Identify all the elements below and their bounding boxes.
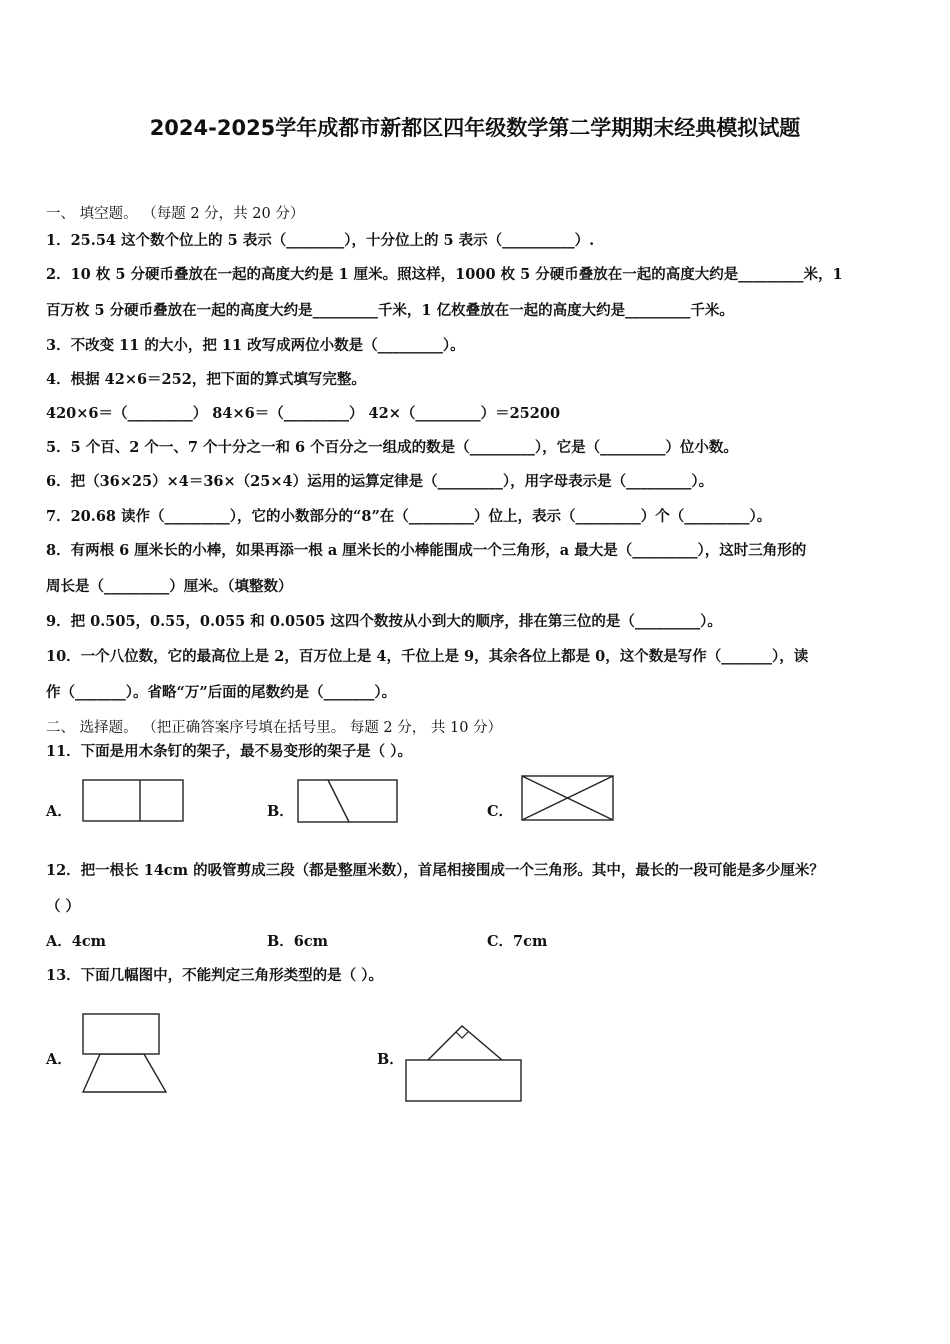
q12-option-b: B．6cm xyxy=(267,933,329,950)
section2-heading: 二、 选择题。 （把正确答案序号填在括号里。 每题 2 分， 共 10 分） xyxy=(46,720,503,736)
q12-option-c: C．7cm xyxy=(487,933,548,950)
page-title: 2024-2025学年成都市新都区四年级数学第二学期期末经典模拟试题 xyxy=(149,116,801,140)
question-8-line1: 8．有两根 6 厘米长的小棒，如果再添一根 a 厘米长的小棒能围成一个三角形，a 最大是（_________），这时三角形的 xyxy=(46,542,807,559)
question-3: 3．不改变 11 的大小，把 11 改写成两位小数是（_________）。 xyxy=(46,337,465,354)
q13-figure-a-covered-triangle xyxy=(80,1012,170,1094)
question-2-line1: 2．10 枚 5 分硬币叠放在一起的高度大约是 1 厘米。照这样，1000 枚 5 分硬币叠放在一起的高度大约是_________米，1 xyxy=(46,266,843,283)
q11-frame-a-figure xyxy=(82,779,184,823)
question-11: 11．下面是用木条钉的架子，最不易变形的架子是（ ）。 xyxy=(46,743,412,760)
question-12-line1: 12．把一根长 14cm 的吸管剪成三段（都是整厘米数），首尾相接围成一个三角形。其中，最长的一段可能是多少厘米？ xyxy=(46,862,824,879)
question-6: 6．把（36×25）×4＝36×（25×4）运用的运算定律是（_________），用字母表示是（_________）。 xyxy=(46,473,714,490)
section1-heading: 一、 填空题。 （每题 2 分，共 20 分） xyxy=(46,206,305,222)
q13-figure-b-right-angle-triangle xyxy=(404,1022,524,1104)
question-9: 9．把 0.505，0.55，0.055 和 0.0505 这四个数按从小到大的顺序，排在第三位的是（_________）。 xyxy=(46,613,722,630)
q11-option-a-label: A． xyxy=(46,803,72,820)
question-10-line1: 10．一个八位数，它的最高位上是 2，百万位上是 4，千位上是 9，其余各位上都是 0，这个数是写作（_______），读 xyxy=(46,648,809,665)
question-10-line2: 作（_______）。省略“万”后面的尾数约是（_______）。 xyxy=(46,684,397,701)
question-13: 13．下面几幅图中，不能判定三角形类型的是（ ）。 xyxy=(46,967,383,984)
q13-option-b-label: B． xyxy=(377,1051,404,1068)
q11-frame-c-figure xyxy=(521,775,615,821)
question-8-line2: 周长是（_________）厘米。（填整数） xyxy=(46,578,293,595)
question-1: 1．25.54 这个数个位上的 5 表示（________），十分位上的 5 表示（__________）. xyxy=(46,232,595,249)
question-7: 7．20.68 读作（_________），它的小数部分的“8”在（_________）位上，表示（_________）个（_________）。 xyxy=(46,508,772,525)
q11-option-c-label: C． xyxy=(487,803,514,820)
q12-option-a: A．4cm xyxy=(46,933,107,950)
question-2-line2: 百万枚 5 分硬币叠放在一起的高度大约是_________千米，1 亿枚叠放在一起的高度大约是_________千米。 xyxy=(46,302,734,319)
q11-option-b-label: B． xyxy=(267,803,294,820)
question-5: 5．5 个百、2 个一、7 个十分之一和 6 个百分之一组成的数是（_________），它是（_________）位小数。 xyxy=(46,439,738,456)
question-4: 4．根据 42×6＝252，把下面的算式填写完整。 xyxy=(46,371,366,388)
q13-option-a-label: A． xyxy=(46,1051,72,1068)
question-12-line2: （ ） xyxy=(46,898,81,915)
question-4-calc: 420×6＝（_________） 84×6＝（_________） 42×（_________）＝25200 xyxy=(46,405,561,422)
q11-frame-b-figure xyxy=(297,779,399,823)
